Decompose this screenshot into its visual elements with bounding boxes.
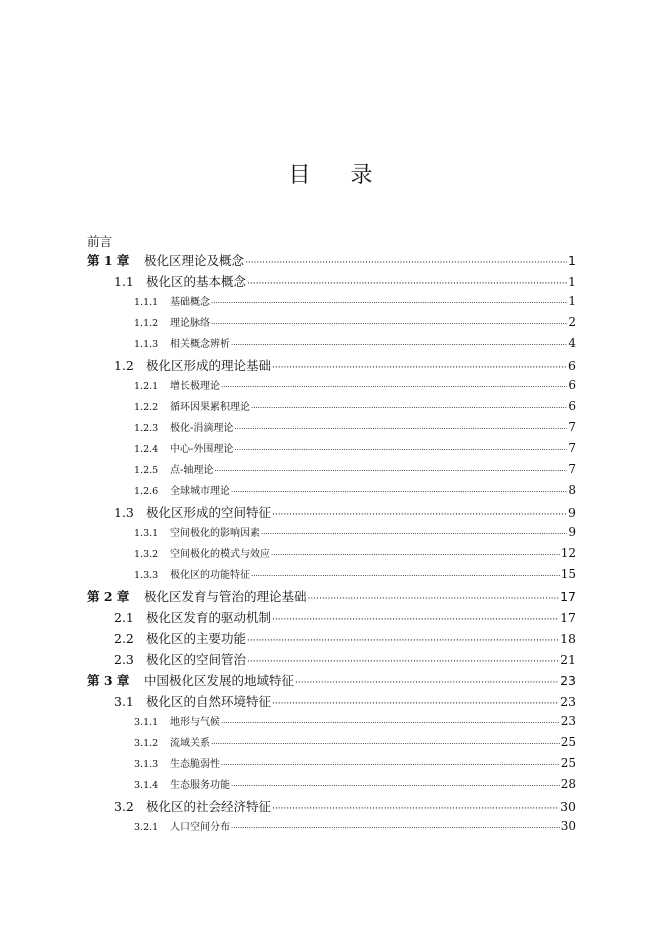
toc-entry-number: 1.1 [114,274,134,289]
toc-entry-number: 3.2.1 [134,822,159,833]
toc-entry-page-number: 30 [560,799,576,814]
toc-entry-number: 第 3 章 [87,673,130,688]
toc-entry-page-number: 1 [568,253,576,268]
toc-entry-title: 人口空间分布 [170,822,230,833]
toc-entry-title: 基础概念 [170,297,210,308]
toc-entry-number: 1.2.5 [134,465,159,476]
dot-leader [221,759,560,770]
dot-leader [234,423,567,434]
dot-leader [272,610,559,625]
toc-entry-page-number: 23 [560,694,576,709]
toc-entry-page-number: 6 [568,399,576,413]
dot-leader [261,528,567,539]
toc-entry-page-number: 9 [568,505,576,520]
toc-entry-number: 1.1.1 [134,297,159,308]
toc-entry-page-number: 15 [560,567,576,581]
toc-entry-page-number: 21 [560,652,576,667]
dot-leader [221,717,560,728]
toc-entry-page-number: 17 [560,610,576,625]
toc-entry-number: 3.1.2 [134,738,159,749]
toc-entry-number: 2.1 [114,610,134,625]
toc-subsection-entry[interactable] [87,545,576,566]
dot-leader [231,822,560,833]
toc-subsection-entry[interactable] [87,293,576,314]
toc-entry-page-number: 17 [560,589,576,604]
dot-leader [234,444,567,455]
toc-entry-page-number: 4 [568,336,576,350]
toc-subsection-entry[interactable] [87,776,576,797]
toc-entry-title: 理论脉络 [170,318,210,329]
dot-leader [308,589,560,604]
toc-entry-page-number: 9 [568,525,576,539]
toc-entry-title: 流域关系 [170,738,210,749]
toc-entry-page-number: 12 [560,546,576,560]
toc-section-entry[interactable] [87,797,576,818]
dot-leader [214,465,567,476]
toc-entry-page-number: 1 [568,274,576,289]
toc-entry-number: 1.2.6 [134,486,159,497]
dot-leader [221,381,567,392]
toc-chapter-entry[interactable] [87,671,576,692]
toc-entry-page-number: 23 [560,714,576,728]
toc-entries [87,251,576,839]
toc-entry-number: 1.1.2 [134,318,159,329]
toc-entry-number: 1.3 [114,505,134,520]
toc-entry-number: 2.2 [114,631,134,646]
dot-leader [211,297,567,308]
toc-entry-page-number: 1 [568,294,576,308]
dot-leader [271,549,560,560]
toc-entry-page-number: 8 [568,483,576,497]
toc-entry-title: 相关概念辨析 [170,339,230,350]
toc-entry-page-number: 7 [568,420,576,434]
dot-leader [251,402,567,413]
toc-entry-title: 极化区的社会经济特征 [146,799,272,814]
toc-entry-title: 极化区形成的理论基础 [146,358,272,373]
toc-entry-title: 生态服务功能 [170,780,230,791]
toc-section-entry[interactable] [87,272,576,293]
dot-leader [231,486,567,497]
toc-entry-page-number: 6 [568,378,576,392]
toc-entry-title: 循环因果累积理论 [170,402,250,413]
toc-entry-page-number: 18 [560,631,576,646]
toc-section-entry[interactable] [87,629,576,650]
toc-entry-title: 点-轴理论 [170,465,214,476]
dot-leader [272,358,567,373]
dot-leader [245,253,567,268]
table-of-contents [87,232,576,839]
dot-leader [247,631,559,646]
toc-entry-number: 1.2 [114,358,134,373]
toc-entry-page-number: 23 [560,673,576,688]
toc-entry-number: 1.3.3 [134,570,159,581]
toc-entry-number: 1.3.1 [134,528,159,539]
toc-preface[interactable] [87,232,576,251]
toc-entry-title: 全球城市理论 [170,486,230,497]
toc-entry-title: 极化区形成的空间特征 [146,505,272,520]
toc-subsection-entry[interactable] [87,734,576,755]
toc-entry-number: 3.1.1 [134,717,159,728]
dot-leader [247,652,559,667]
toc-entry-title: 空间极化的影响因素 [170,528,260,539]
page-title-char-1: 目 [288,163,311,188]
toc-subsection-entry[interactable] [87,314,576,335]
toc-entry-number: 1.2.3 [134,423,159,434]
page-title [0,158,661,189]
toc-subsection-entry[interactable] [87,461,576,482]
toc-entry-page-number: 28 [560,777,576,791]
toc-entry-title: 增长极理论 [170,381,220,392]
toc-entry-number: 1.1.3 [134,339,159,350]
toc-entry-title: 极化区发育与管治的理论基础 [144,589,307,604]
toc-entry-title: 地形与气候 [170,717,220,728]
toc-subsection-entry[interactable] [87,482,576,503]
page-title-char-2: 录 [350,163,373,188]
toc-entry-title: 生态脆弱性 [170,759,220,770]
toc-entry-title: 极化区的空间管治 [146,652,247,667]
toc-subsection-entry[interactable] [87,377,576,398]
toc-section-entry[interactable] [87,356,576,377]
toc-entry-number: 3.1.4 [134,780,159,791]
toc-entry-title: 极化区的功能特征 [170,570,250,581]
toc-entry-number: 3.1 [114,694,134,709]
toc-entry-number: 3.1.3 [134,759,159,770]
toc-entry-number: 1.2.2 [134,402,159,413]
toc-entry-title: 极化区的主要功能 [146,631,247,646]
toc-chapter-entry[interactable] [87,587,576,608]
dot-leader [211,738,560,749]
toc-subsection-entry[interactable] [87,440,576,461]
toc-section-entry[interactable] [87,608,576,629]
toc-preface-title: 前言 [87,234,113,249]
toc-subsection-entry[interactable] [87,524,576,545]
toc-entry-title: 极化区发育的驱动机制 [146,610,272,625]
toc-entry-page-number: 7 [568,441,576,455]
toc-entry-number: 3.2 [114,799,134,814]
toc-entry-title: 极化区的自然环境特征 [146,694,272,709]
toc-chapter-entry[interactable] [87,251,576,272]
toc-entry-page-number: 30 [560,819,576,833]
toc-entry-title: 中国极化区发展的地域特征 [144,673,295,688]
toc-subsection-entry[interactable] [87,818,576,839]
toc-entry-page-number: 6 [568,358,576,373]
toc-entry-number: 第 1 章 [87,253,130,268]
dot-leader [295,673,559,688]
toc-entry-title: 中心-外围理论 [170,444,234,455]
dot-leader [272,694,559,709]
toc-subsection-entry[interactable] [87,398,576,419]
toc-entry-number: 第 2 章 [87,589,130,604]
toc-entry-title: 空间极化的模式与效应 [170,549,270,560]
toc-subsection-entry[interactable] [87,713,576,734]
toc-entry-title: 极化-涓滴理论 [170,423,234,434]
dot-leader [272,799,559,814]
dot-leader [211,318,567,329]
dot-leader [231,339,567,350]
toc-entry-page-number: 25 [560,756,576,770]
toc-entry-number: 1.2.4 [134,444,159,455]
toc-entry-number: 1.3.2 [134,549,159,560]
dot-leader [231,780,560,791]
toc-section-entry[interactable] [87,692,576,713]
toc-entry-number: 1.2.1 [134,381,159,392]
toc-section-entry[interactable] [87,503,576,524]
toc-section-entry[interactable] [87,650,576,671]
toc-subsection-entry[interactable] [87,566,576,587]
dot-leader [251,570,560,581]
toc-subsection-entry[interactable] [87,419,576,440]
dot-leader [247,274,567,289]
toc-entry-number: 2.3 [114,652,134,667]
toc-subsection-entry[interactable] [87,755,576,776]
toc-entry-title: 极化区的基本概念 [146,274,247,289]
dot-leader [272,505,567,520]
toc-subsection-entry[interactable] [87,335,576,356]
toc-entry-page-number: 25 [560,735,576,749]
toc-entry-title: 极化区理论及概念 [144,253,245,268]
toc-entry-page-number: 7 [568,462,576,476]
toc-entry-page-number: 2 [568,315,576,329]
